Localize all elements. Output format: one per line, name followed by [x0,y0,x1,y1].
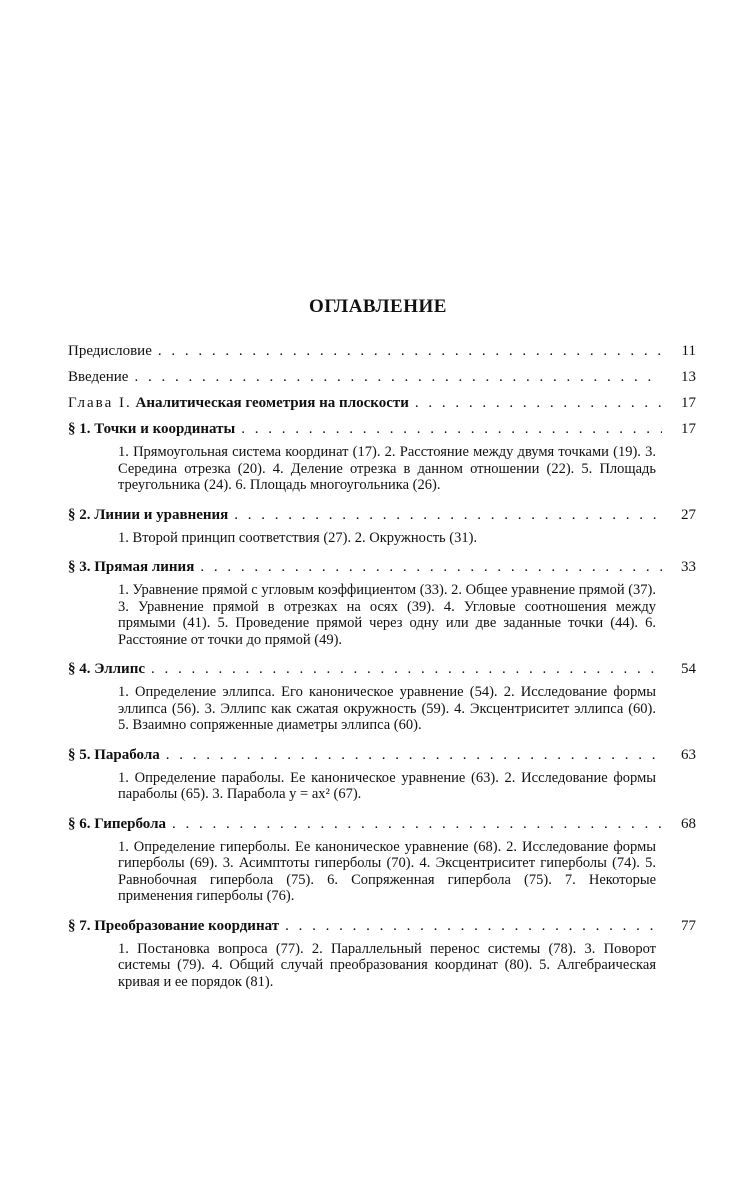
toc-section-2[interactable] [68,504,696,526]
toc-section-label: § 6. Гипербола [68,815,167,832]
dot-leader [415,392,662,414]
toc-section-6[interactable] [68,813,696,835]
toc-section-label: § 2. Линии и уравнения [68,506,229,523]
toc-page-number: 77 [681,917,696,934]
dot-leader [234,504,662,526]
toc-section-5[interactable] [68,744,696,766]
toc-section-description: 1. Прямоугольная система координат (17). 2. Расстояние между двумя точками (19). 3. Середина отрезка (20). 4. Деление отрезка в данном отношении (22). 5. Площадь треугольника (24). 6. Площадь многоугольника (26). [118,444,656,493]
toc-entry-introduction[interactable] [68,366,696,388]
toc-section-3[interactable] [68,556,696,578]
chapter-prefix: Глава I. [68,395,132,411]
toc-entry-label [68,392,409,414]
toc-section-description: 1. Определение эллипса. Его каноническое уравнение (54). 2. Исследование формы эллипса (56). 3. Эллипс как сжатая окружность (59). 4. Эксцентриситет эллипса (60). 5. Взаимно сопряженные диаметры эллипса (60). [118,684,656,733]
toc-entry-label: Предисловие [68,343,152,359]
chapter-title: Аналитическая геометрия на плоскости [135,395,409,411]
toc-section-description: 1. Второй принцип соответствия (27). 2. Окружность (31). [118,529,478,546]
dot-leader [166,744,662,766]
toc-entry-label: Введение [68,369,129,385]
dot-leader [158,340,662,362]
table-of-contents [68,340,696,1000]
page-title: ОГЛАВЛЕНИЕ [309,296,447,317]
toc-entry-chapter-1[interactable] [68,392,696,414]
toc-section-description: 1. Постановка вопроса (77). 2. Параллельный перенос системы (78). 3. Поворот системы (79). 4. Общий случай преобразования координат (80). 5. Алгебраическая кривая и ее порядок (81). [118,940,656,990]
toc-section-label: § 5. Парабола [68,746,160,763]
dot-leader [134,366,662,388]
toc-section-label: § 3. Прямая линия [68,559,195,575]
toc-section-description: 1. Определение гиперболы. Ее каноническое уравнение (68). 2. Исследование формы гиперболы (69). 3. Асимптоты гиперболы (70). 4. Эксцентриситет гиперболы (74). 5. Равнобочная гипербола (75). 6. Сопряженная гипербола (75). 7. Некоторые применения гиперболы (76). [118,838,656,904]
dot-leader [172,813,662,835]
toc-page-number: 33 [681,559,696,575]
toc-section-description: 1. Уравнение прямой с угловым коэффициентом (33). 2. Общее уравнение прямой (37). 3. Уравнение прямой в отрезках на осях (39). 4. Угловые соотношения между прямыми (41). 5. Проведение прямой через одну или две заданные точки (44). 6. Расстояние от точки до прямой (49). [118,582,656,648]
toc-section-label: § 4. Эллипс [68,661,145,677]
toc-section-4[interactable] [68,658,696,680]
toc-page-number: 68 [681,815,696,832]
toc-page-number: 27 [681,506,696,523]
toc-page-number: 63 [681,746,696,763]
toc-section-1[interactable] [68,418,696,440]
toc-section-label: § 7. Преобразование координат [68,917,280,934]
dot-leader [200,556,662,578]
toc-page-number: 11 [681,343,696,359]
dot-leader [241,418,662,440]
dot-leader [285,915,662,937]
dot-leader [151,658,662,680]
toc-page-number: 17 [681,421,696,437]
toc-section-7[interactable] [68,915,696,937]
toc-entry-preface[interactable] [68,340,696,362]
toc-page-number: 54 [681,661,696,677]
toc-section-description: 1. Определение параболы. Ее каноническое уравнение (63). 2. Исследование формы параболы (65). 3. Парабола y = ax² (67). [118,769,656,802]
toc-page-number: 13 [681,369,696,385]
toc-page-number: 17 [681,395,696,411]
toc-section-label: § 1. Точки и координаты [68,421,236,437]
